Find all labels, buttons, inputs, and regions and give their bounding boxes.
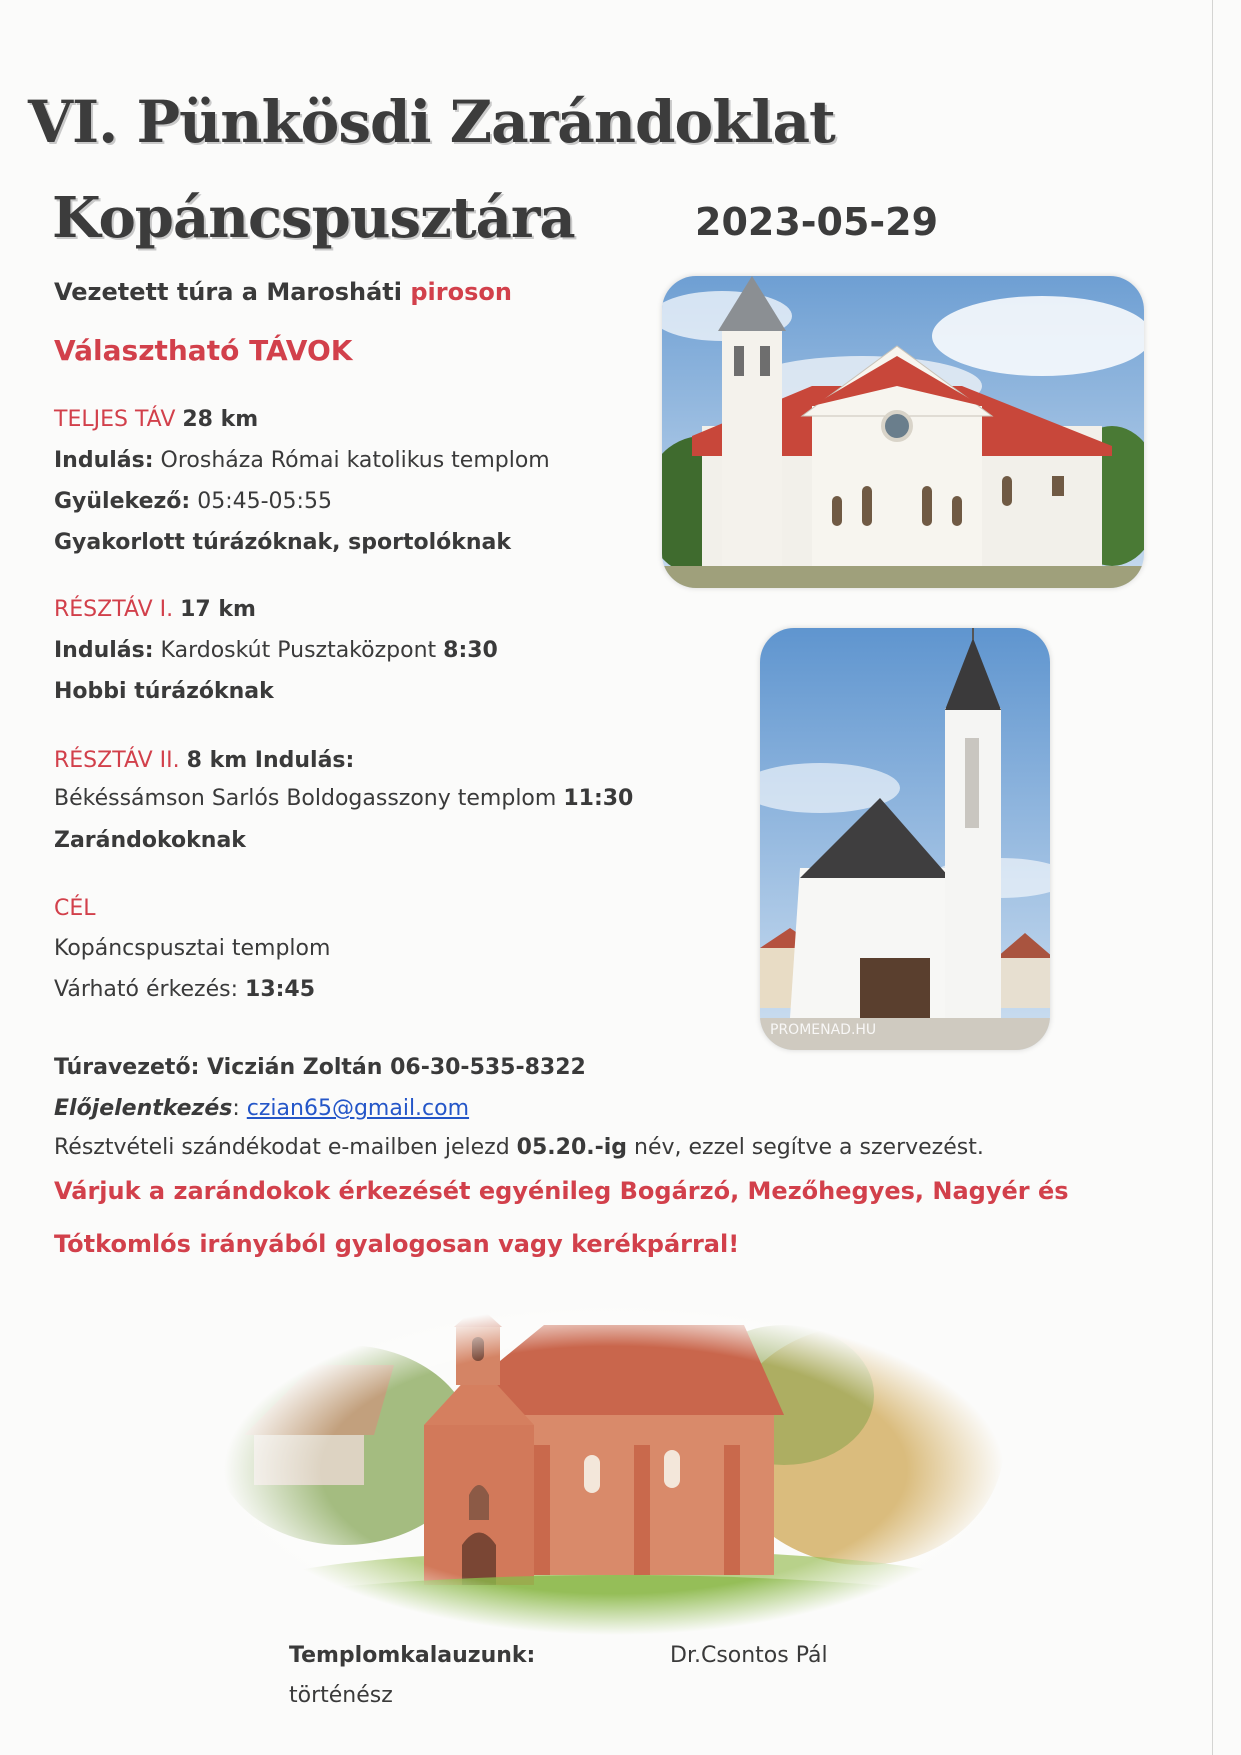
part1-start-time: 8:30	[443, 638, 498, 663]
part1-name: RÉSZTÁV I.	[54, 597, 174, 622]
part1-audience: Hobbi túrázóknak	[54, 679, 274, 704]
event-date: 2023-05-29	[695, 200, 939, 244]
part2-distance: 8 km Indulás:	[186, 748, 355, 773]
church-photo-bekessamson-image	[760, 628, 1050, 1050]
part1-start-value: Kardoskút Pusztaközpont	[160, 638, 437, 663]
preregistration	[54, 1096, 469, 1121]
guided-tour-text: Vezetett túra a Marosháti	[54, 278, 411, 306]
full-route-distance: 28 km	[182, 407, 259, 432]
guide-label: Templomkalauzunk:	[289, 1643, 536, 1668]
part1-start	[54, 638, 498, 663]
full-route-gather	[54, 489, 332, 514]
church-photo-bekessamson	[760, 628, 1050, 1050]
full-route-heading	[54, 407, 258, 432]
guide-name: Dr.Csontos Pál	[670, 1643, 828, 1668]
scan-edge	[1212, 0, 1213, 1755]
guide-role: történész	[289, 1683, 393, 1708]
email-link[interactable]: czian65@gmail.com	[246, 1096, 470, 1121]
part2-name: RÉSZTÁV II.	[54, 748, 180, 773]
page-title: VI. Pünkösdi Zarándoklat	[28, 88, 835, 156]
tour-leader-value: Viczián Zoltán 06-30-535-8322	[207, 1055, 586, 1080]
goal-arrival	[54, 977, 315, 1002]
tour-leader	[54, 1055, 586, 1080]
welcome-line-2: Tótkomlós irányából gyalogosan vagy kerékpárral!	[54, 1230, 740, 1258]
guided-tour-line	[54, 278, 512, 306]
chapel-illustration-image	[224, 1305, 1004, 1635]
tour-leader-label: Túravezető:	[54, 1055, 200, 1080]
part2-start	[54, 786, 633, 811]
full-route-name: TELJES TÁV	[54, 407, 176, 432]
guided-tour-color: piroson	[410, 278, 512, 306]
page-subtitle: Kopáncspusztára	[52, 185, 575, 251]
full-route-audience: Gyakorlott túrázóknak, sportolóknak	[54, 530, 512, 555]
part2-heading	[54, 748, 354, 773]
part2-audience: Zarándokoknak	[54, 828, 246, 853]
photo-watermark: PROMENAD.HU	[770, 1022, 877, 1038]
registration-note-part1: Résztvételi szándékodat e-mailben jelezd	[54, 1135, 517, 1160]
part2-start-value: Békéssámson Sarlós Boldogasszony templom	[54, 786, 557, 811]
choices-heading: Választható TÁVOK	[54, 334, 353, 367]
full-route-start-label: Indulás:	[54, 448, 154, 473]
full-route-gather-value: 05:45-05:55	[197, 489, 332, 514]
full-route-start-value: Orosháza Római katolikus templom	[160, 448, 550, 473]
preregistration-label: Előjelentkezés	[54, 1096, 233, 1121]
church-photo-oroshaza-image	[662, 276, 1144, 588]
church-photo-oroshaza	[662, 276, 1144, 588]
goal-heading: CÉL	[54, 896, 96, 921]
registration-note-part2: név, ezzel segítve a szervezést.	[627, 1135, 984, 1160]
part1-heading	[54, 597, 256, 622]
goal-arrival-label: Várható érkezés:	[54, 977, 239, 1002]
part1-distance: 17 km	[180, 597, 256, 622]
part2-start-time: 11:30	[563, 786, 634, 811]
chapel-illustration	[224, 1305, 1004, 1635]
goal-place: Kopáncspusztai templom	[54, 936, 331, 961]
full-route-start	[54, 448, 550, 473]
full-route-gather-label: Gyülekező:	[54, 489, 191, 514]
preregistration-colon: :	[232, 1096, 247, 1121]
welcome-line-1: Várjuk a zarándokok érkezését egyénileg Bogárzó, Mezőhegyes, Nagyér és	[54, 1177, 1069, 1205]
part1-start-label: Indulás:	[54, 638, 154, 663]
registration-deadline: 05.20.-ig	[516, 1135, 628, 1160]
registration-note	[54, 1135, 984, 1160]
goal-arrival-time: 13:45	[245, 977, 316, 1002]
